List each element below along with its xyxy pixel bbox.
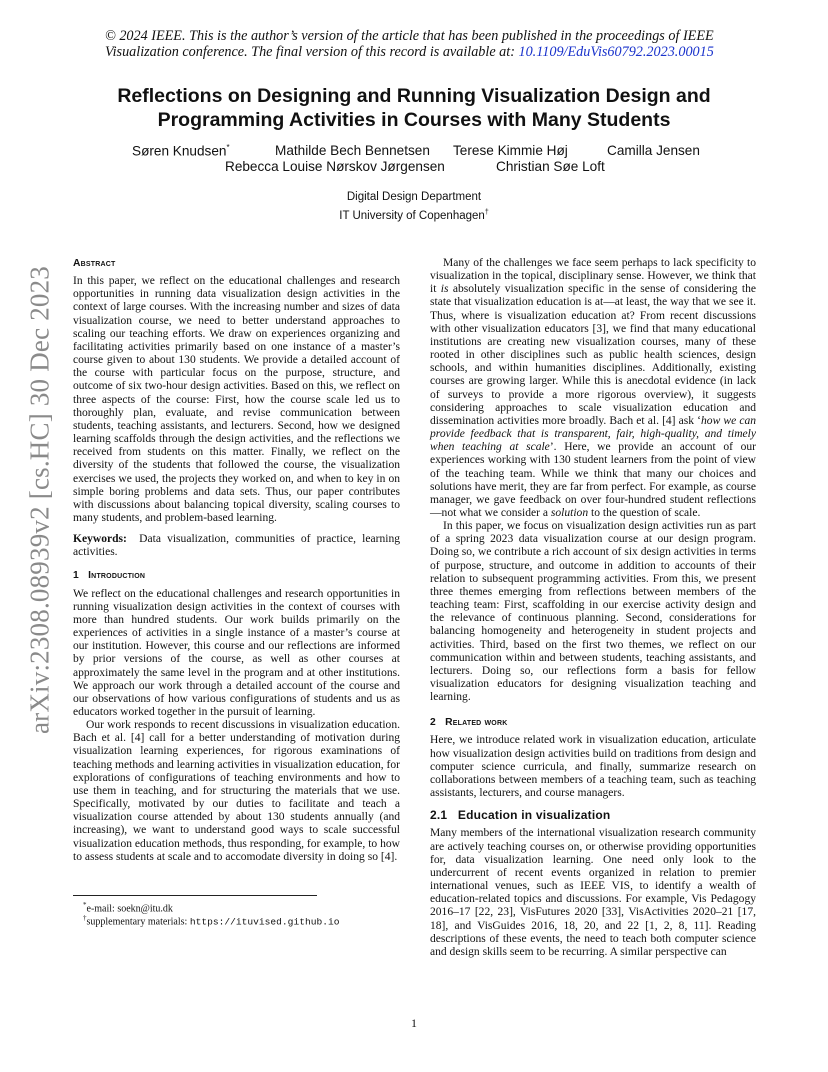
intro-paragraph-2: Our work responds to recent discussions in visualization education. Bach et al. [4] call for a better understanding of motivation during visualization learning experiences, for rigorous examinations of teaching methods and learning activities in visualization education, for explorations of configurations of teaching environments and how to use them in teaching, and for structuring the materials that we use. Specifically, motivated by our duties to facilitate and teach a visualization course attended by about 130 students annually (and increasing), we want to understand good ways to scale successful visualization education methods, thus responding, for example, to how to assess students at scale and to accomodate diversity in doing so [4].: [73, 719, 400, 863]
left-column: [73, 257, 400, 864]
intro-paragraph-1: We reflect on the educational challenges and research opportunities in running visualization design activities in the context of courses with more than hundred students. Our work builds primarily on the experiences of activities in a single instance of a master’s course at our institution. However, this course and our reflections are informed by prior versions of the course, as well as other courses at approximately the same level in the program and at other institutions. We approach our work through a detailed account of the course and our observations of how various configurations of students and us as educators worked together in the pursuit of learning.: [73, 587, 400, 718]
rp1-is: is: [440, 283, 449, 296]
keywords-text: Data visualization, communities of practice, learning activities.: [73, 533, 400, 559]
footnote-email-mark: *: [83, 901, 87, 909]
intro-title: Introduction: [88, 570, 146, 582]
paper-title: [72, 84, 756, 132]
notice-line-2: [105, 44, 745, 60]
related-number: 2: [430, 717, 436, 729]
rp1-d: to the question of scale.: [588, 506, 701, 519]
right-paragraph-2: In this paper, we focus on visualization design activities run as part of a spring 2023 data visualization course at our design program. Doing so, we contribute a rich account of six design activities in terms of purpose, structure, and outcome in addition to accounts of their relation to subsequent programming activities. From this, we present three themes emerging from reflections between members of the teaching team: First, scaffolding in our exercise activity design and the relevance of continuous planning. Second, considerations for balancing homogeneity and heterogeneity in student projects and activities. Third, based on the first two themes, we reflect on our communication within and between students, teaching assistants, and lecturers. Doing so, our reflections form a basis for fellow visualization educators for designing visualization teaching and learning.: [430, 520, 756, 704]
footnote-email-text: e-mail: soekn@itu.dk: [86, 903, 173, 915]
intro-number: 1: [73, 570, 79, 582]
affiliation-department: Digital Design Department: [346, 191, 482, 203]
author-4: Camilla Jensen: [607, 143, 700, 158]
subsection-paragraph-1: Many members of the international visualization research community are actively teaching courses on, or otherwise providing opportunities for, data visualization learning. One need only look to the undercurrent of recent events organized in relation to premier international venues, such as IEEE VIS, to identify a wealth of education-related topics and discussions. For example, Vis Pedagogy 2016–17 [22, 23], VisFutures 2020 [33], VisActivities 2020–21 [17, 18], and VisGuides 2016, 18, 20, and 22 [1, 2, 8, 11]. Reading descriptions of these events, the need to teach both computer science and design skills seem to be recurring. A similar perspective can: [430, 827, 756, 958]
intro-heading: [73, 569, 400, 582]
author-5: Rebecca Louise Nørskov Jørgensen: [225, 159, 445, 174]
author-2: Mathilde Bech Bennetsen: [275, 143, 430, 158]
footnote-supp-mark: †: [83, 914, 87, 922]
rp1-quote: how we can provide feedback that is transparent, fair, high-quality, and timely when teaching at scale: [430, 414, 756, 454]
author-1-name: Søren Knudsen: [132, 143, 227, 159]
author-1-mark: *: [226, 143, 230, 152]
abstract-heading: [73, 257, 400, 270]
affiliation-mark: †: [484, 209, 489, 216]
abstract-heading-text: Abstract: [73, 258, 116, 269]
rp1-a: Many of the challenges we face seem perhaps to lack specificity to visualization in the topical, disciplinary sense. However, we think that it: [430, 257, 756, 296]
footnote-rule: [73, 895, 317, 896]
title-line-1: Reflections on Designing and Running Visualization Design and: [117, 85, 711, 107]
abstract-text: In this paper, we reflect on the educational challenges and research opportunities in running data visualization design activities in the context of large courses. With the increasing number and sizes of data visualization course, we need to better understand approaches to scaling our teaching efforts. We draw on experiences organizing and facilitating activities primarily based on one instance of a master’s course given to about 130 students. We provide a detailed account of the course with particular focus on the purpose, structure, and outcome of six two-hour design activities. Based on this, we reflect on three aspects of the course: First, how the course scale led us to thoroughly plan, evaluate, and revise communication between students, teaching assistants, and lecturers. Second, how we designed learning scaffolds through the design activities, and the reflections we received from students on this matter. Finally, we reflect on the diversity of the students that followed the course, the visualization exercises we used, the projects they worked on, and when to key in on simple boring problems and data sets. Thus, our paper contributes with discussions about balancing topical diversity, scaling courses to many students, and problem-based learning.: [73, 275, 400, 524]
right-paragraph-1: [430, 257, 756, 520]
right-column: [430, 257, 756, 959]
related-heading: [430, 716, 756, 729]
notice-line-1: © 2024 IEEE. This is the author’s version of the article that has been published in the proceedings of IEEE: [105, 28, 714, 44]
subsection-title: Education in visualization: [457, 808, 611, 823]
related-title: Related work: [445, 717, 508, 729]
subsection-heading: [430, 809, 756, 822]
footnote-supp-label: supplementary materials:: [86, 916, 190, 928]
affiliation: [214, 190, 614, 224]
author-3: Terese Kimmie Høj: [453, 143, 568, 158]
doi-link[interactable]: 10.1109/EduVis60792.2023.00015: [518, 44, 714, 60]
author-6: Christian Søe Loft: [496, 159, 605, 174]
title-line-2: Programming Activities in Courses with Many Students: [157, 109, 671, 131]
author-1: [132, 143, 230, 159]
notice-prefix: Visualization conference. The final version of this record is available at:: [105, 44, 519, 60]
rp1-c: ’. Here, we provide an account of our experiences working with 130 student learners from the point of view of the teaching team. While we think that many our choices and solutions have merit, they are far from perfect. For example, as course manager, we gave feedback on over four-hundred student reflections—not what we consider a: [430, 441, 756, 519]
arxiv-stamp-region: [15, 220, 65, 780]
related-paragraph-1: Here, we introduce related work in visualization education, articulate how visualization design activities build on traditions from design and computer science curricula, and finally, summarize research on collaborations between members of a teaching team, such as teaching assistants, lecturers, and course managers.: [430, 734, 756, 800]
rp1-b: absolutely visualization specific in the sense of considering the state that visualization education is at—at least, the way that we see it. Thus, where is visualization education at? From recent discussions with other visualization educators [3], we find that many educational institutions are creating new visualization courses, many of these rooted in other disciplines such as public health sciences, design schools, and within humanities disciplines. Additionally, existing courses are growing larger. While this is anecdotal evidence (in lack of surveys to provide a more rigorous overview), it suggests considering approaches to scale visualization education and dissemination activities more broadly. Bach et al. [4] ask ‘: [430, 283, 756, 427]
footnote-supplementary: [83, 912, 340, 928]
rp1-solution: solution: [550, 506, 589, 519]
supplementary-url[interactable]: https://ituvised.github.io: [189, 916, 340, 928]
page-number: 1: [411, 1016, 417, 1030]
arxiv-stamp: arXiv:2308.08939v2 [cs.HC] 30 Dec 2023: [24, 265, 55, 735]
subsection-number: 2.1: [430, 808, 448, 823]
affiliation-university: [214, 205, 614, 224]
keywords: [73, 533, 400, 559]
keywords-label: Keywords:: [73, 533, 127, 546]
copyright-notice: [105, 28, 745, 60]
affiliation-university-name: IT University of Copenhagen: [339, 209, 485, 222]
